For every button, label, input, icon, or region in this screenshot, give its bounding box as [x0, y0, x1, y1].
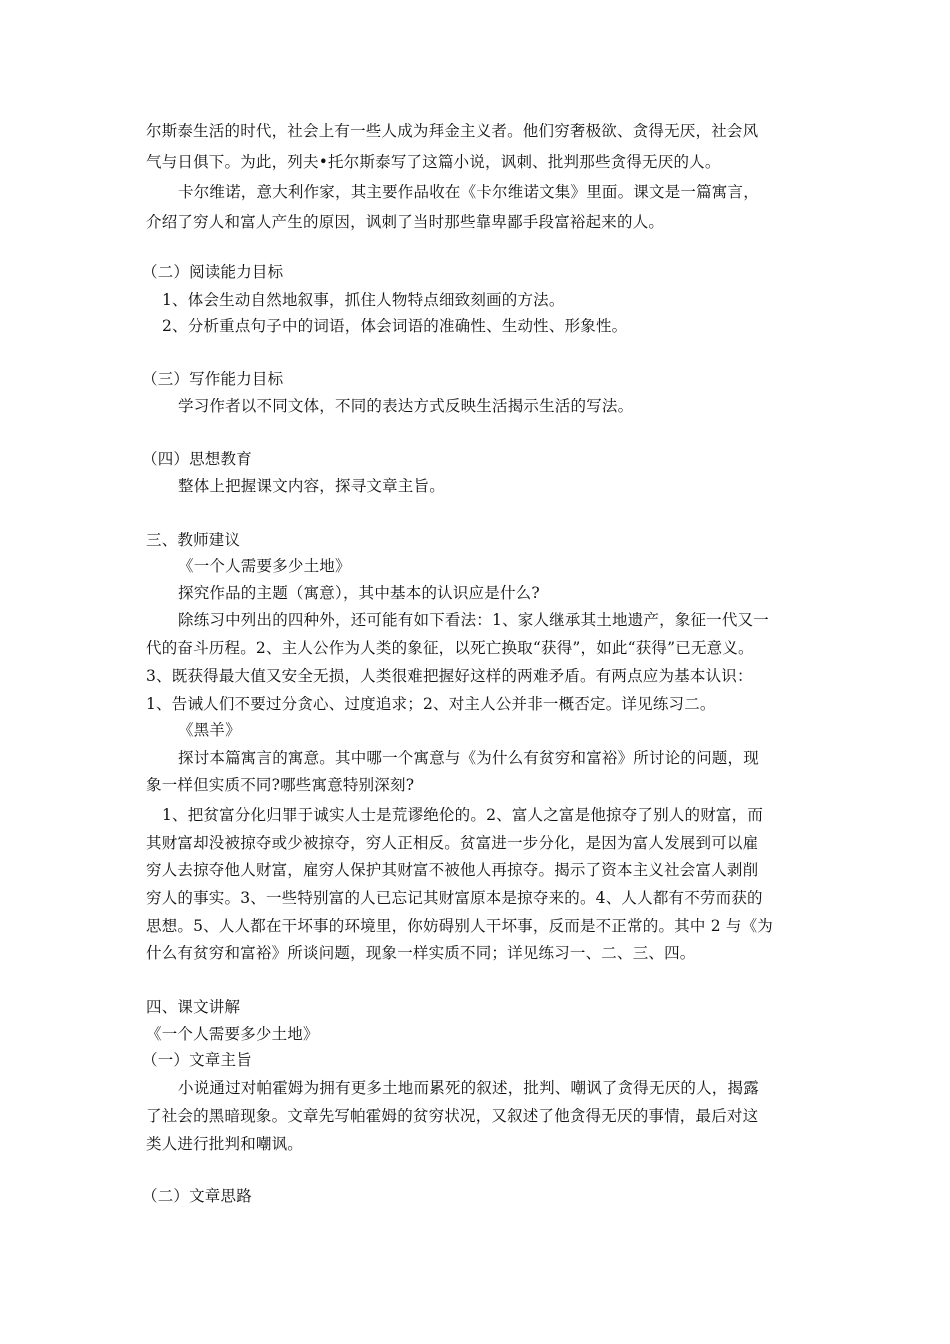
story-title: 《黑羊》: [178, 721, 241, 739]
paragraph-line: 气与日俱下。为此，列夫•托尔斯泰写了这篇小说，讽刺、批判那些贪得无厌的人。: [146, 153, 721, 171]
question-line: 探讨本篇寓言的寓意。其中哪一个寓意与《为什么有贫穷和富裕》所讨论的问题，现: [178, 749, 759, 767]
paragraph-line: 卡尔维诺，意大利作家，其主要作品收在《卡尔维诺文集》里面。课文是一篇寓言，: [178, 183, 759, 201]
story-title: 《一个人需要多少土地》: [146, 1025, 319, 1043]
paragraph-line: 小说通过对帕霍姆为拥有更多土地而累死的叙述，批判、嘲讽了贪得无厌的人，揭露: [178, 1079, 759, 1097]
story-title: 《一个人需要多少土地》: [178, 557, 351, 575]
section-heading-teacher: 三、教师建议: [146, 531, 241, 549]
paragraph-line: 1、告诫人们不要过分贪心、过度追求；2、对主人公并非一概否定。详见练习二。: [146, 695, 716, 713]
paragraph-line: 什么有贫穷和富裕》所谈问题，现象一样实质不同；详见练习一、二、三、四。: [146, 944, 696, 962]
paragraph-line: 思想。5、人人都在干坏事的环境里，你妨碍别人干坏事，反而是不正常的。其中 2 与《为: [146, 917, 773, 935]
section-heading-lecture: 四、课文讲解: [146, 998, 241, 1016]
paragraph-line: 除练习中列出的四种外，还可能有如下看法：1、家人继承其土地遗产，象征一代又一: [178, 611, 769, 629]
list-item: 2、分析重点句子中的词语，体会词语的准确性、生动性、形象性。: [162, 317, 628, 335]
paragraph-line: 穷人去掠夺他人财富，雇穷人保护其财富不被他人再掠夺。揭示了资本主义社会富人剥削: [146, 861, 759, 879]
subsection-heading: （二）文章思路: [142, 1187, 252, 1205]
subsection-heading: （一）文章主旨: [142, 1051, 252, 1069]
paragraph-line: 学习作者以不同文体，不同的表达方式反映生活揭示生活的写法。: [178, 397, 634, 415]
paragraph-line: 代的奋斗历程。2、主人公作为人类的象征，以死亡换取“获得”，如此“获得”已无意义。: [146, 639, 754, 657]
paragraph-line: 类人进行批判和嘲讽。: [146, 1135, 304, 1153]
paragraph-line: 了社会的黑暗现象。文章先写帕霍姆的贫穷状况，又叙述了他贪得无厌的事情，最后对这: [146, 1107, 759, 1125]
question-line: 探究作品的主题（寓意），其中基本的认识应是什么?: [178, 584, 540, 602]
paragraph-line: 1、把贫富分化归罪于诚实人士是荒谬绝伦的。2、富人之富是他掠夺了别人的财富，而: [162, 806, 764, 824]
paragraph-line: 穷人的事实。3、一些特别富的人已忘记其财富原本是掠夺来的。4、人人都有不劳而获的: [146, 889, 763, 907]
section-heading-reading: （二）阅读能力目标: [142, 263, 284, 281]
section-heading-writing: （三）写作能力目标: [142, 370, 284, 388]
paragraph-line: 其财富却没被掠夺或少被掠夺，穷人正相反。贫富进一步分化，是因为富人发展到可以雇: [146, 834, 759, 852]
paragraph-line: 3、既获得最大值又安全无损，人类很难把握好这样的两难矛盾。有两点应为基本认识：: [146, 667, 753, 685]
section-heading-thought: （四）思想教育: [142, 450, 252, 468]
paragraph-line: 整体上把握课文内容，探寻文章主旨。: [178, 477, 445, 495]
question-line: 象一样但实质不同?哪些寓意特别深刻?: [146, 776, 415, 794]
paragraph-line: 介绍了穷人和富人产生的原因，讽刺了当时那些靠卑鄙手段富裕起来的人。: [146, 213, 665, 231]
paragraph-line: 尔斯泰生活的时代，社会上有一些人成为拜金主义者。他们穷奢极欲、贪得无厌，社会风: [146, 122, 759, 140]
list-item: 1、体会生动自然地叙事，抓住人物特点细致刻画的方法。: [162, 291, 565, 309]
